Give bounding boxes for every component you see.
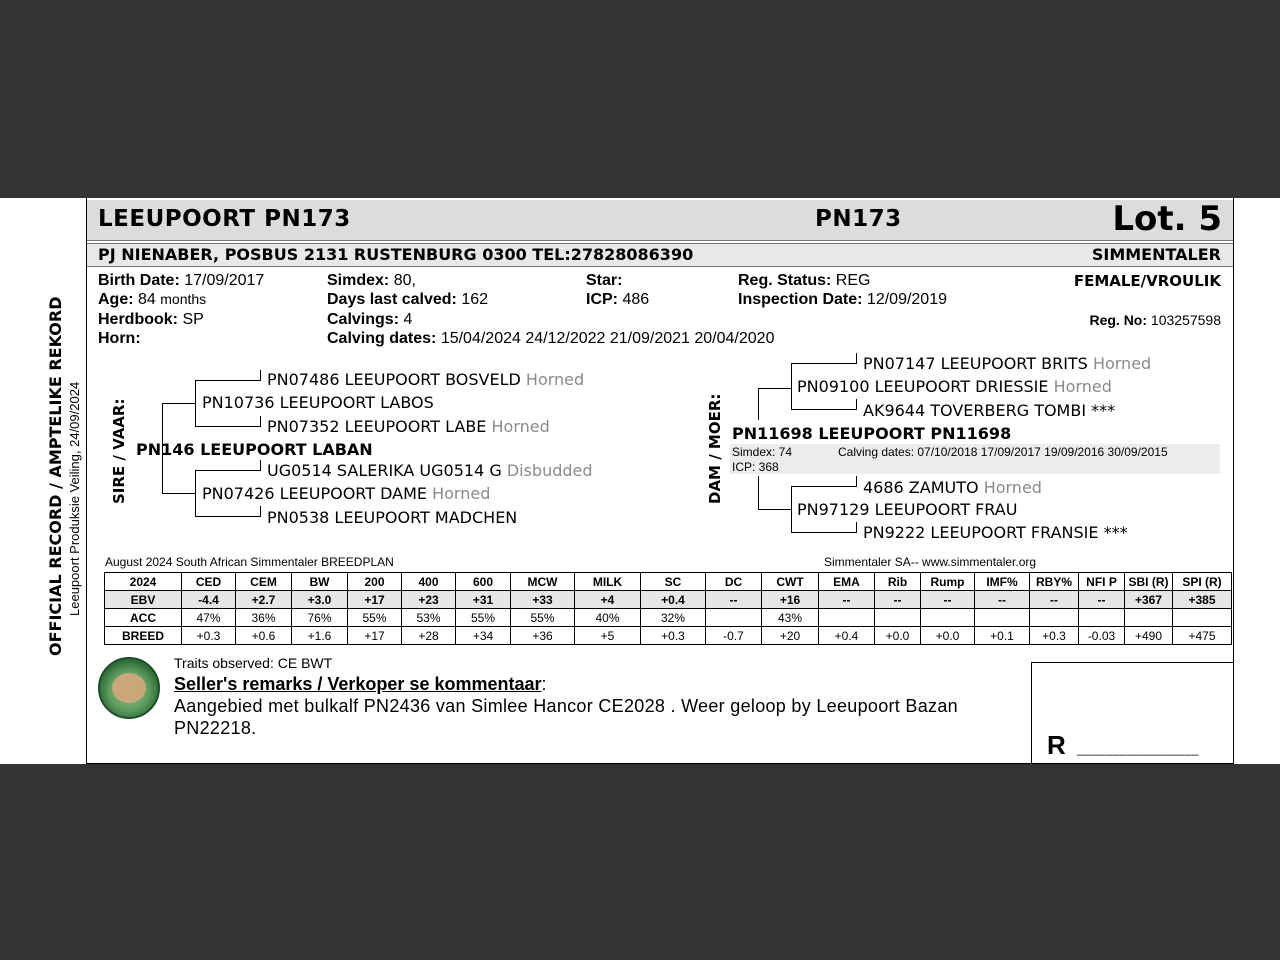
dam-dam-dam: PN9222 LEEUPOORT FRANSIE *** (863, 523, 1128, 542)
breed-avg-cell: +20 (762, 627, 819, 645)
price-line[interactable]: _________________ (1077, 742, 1199, 756)
ebv-header-row (105, 573, 1232, 591)
breed-avg-cell: +17 (348, 627, 402, 645)
acc-cell (975, 609, 1030, 627)
ebv-header-cell: CED (182, 573, 236, 591)
breed-avg-cell: +475 (1173, 627, 1232, 645)
ebv-cell: -- (921, 591, 975, 609)
acc-cell (819, 609, 875, 627)
sire-tree-line (195, 380, 196, 427)
dam-tree-line (791, 363, 857, 364)
ebv-cell: +16 (762, 591, 819, 609)
dam-tree-line (791, 486, 792, 533)
ebv-cell: +33 (511, 591, 575, 609)
acc-cell: 36% (236, 609, 292, 627)
ebv-header-cell: SC (641, 573, 706, 591)
sire-tree-line (195, 380, 261, 381)
ebv-cell: -4.4 (182, 591, 236, 609)
sire-tree-line (195, 470, 261, 471)
ebv-cell: -- (975, 591, 1030, 609)
ebv-header-cell: 600 (456, 573, 511, 591)
animal-code: PN173 (815, 206, 902, 232)
breed-avg-cell: +28 (402, 627, 456, 645)
ebv-header-cell: IMF% (975, 573, 1030, 591)
sire-tree-line (260, 460, 261, 471)
owner-line: PJ NIENABER, POSBUS 2131 RUSTENBURG 0300 TEL:27828086390 (98, 245, 694, 264)
breedplan-caption: August 2024 South African Simmentaler BREEDPLAN (105, 555, 394, 569)
ebv-cell: +367 (1125, 591, 1173, 609)
sire-dam-sire: UG0514 SALERIKA UG0514 G Disbudded (267, 461, 593, 480)
sire-tree-line (260, 370, 261, 381)
breed-avg-cell: +0.1 (975, 627, 1030, 645)
breed-avg-cell: +0.0 (921, 627, 975, 645)
icp: ICP: 486 (586, 291, 650, 308)
remarks-heading-row: Seller's remarks / Verkoper se kommentaar: (174, 674, 547, 694)
row-label: ACC (105, 609, 182, 627)
acc-row (105, 609, 1232, 627)
breed-avg-cell: +0.0 (875, 627, 921, 645)
calving-dates: Calving dates: 15/04/2024 24/12/2022 21/09/2021 20/04/2020 (327, 330, 775, 347)
sire-tree-line (260, 416, 261, 427)
breed-avg-cell: +1.6 (292, 627, 348, 645)
acc-cell: 76% (292, 609, 348, 627)
dam-tree-line (856, 399, 857, 410)
ebv-header-cell: MCW (511, 573, 575, 591)
simmentaler-logo (98, 657, 160, 719)
animal-name: LEEUPOORT PN173 (98, 206, 351, 232)
simdex: Simdex: 80, (327, 272, 416, 289)
acc-cell: 53% (402, 609, 456, 627)
dam-sire: PN09100 LEEUPOORT DRIESSIE Horned (797, 377, 1112, 396)
ebv-header-cell: MILK (575, 573, 641, 591)
acc-cell: 43% (762, 609, 819, 627)
sire-name: PN146 LEEUPOORT LABAN (136, 440, 373, 459)
breed-avg-cell: +36 (511, 627, 575, 645)
reg-status: Reg. Status: REG (738, 272, 871, 289)
acc-cell (875, 609, 921, 627)
sire-dam-dam: PN0538 LEEUPOORT MADCHEN (267, 508, 518, 527)
dam-sire-dam: AK9644 TOVERBERG TOMBI *** (863, 401, 1116, 420)
ebv-cell: +23 (402, 591, 456, 609)
dam-calving-dates: Calving dates: 07/10/2018 17/09/2017 19/09/2016 30/09/2015 (838, 445, 1168, 459)
ebv-header-cell: CWT (762, 573, 819, 591)
ebv-header-cell: DC (706, 573, 762, 591)
breed-name: SIMMENTALER (1091, 245, 1221, 264)
dam-icp: ICP: 368 (732, 460, 779, 474)
calvings: Calvings: 4 (327, 311, 413, 328)
ebv-cell: -- (706, 591, 762, 609)
ebv-header-cell: SBI (R) (1125, 573, 1173, 591)
sire-sire-sire: PN07486 LEEUPOORT BOSVELD Horned (267, 370, 585, 389)
sire-label: SIRE / VAAR: (110, 398, 128, 504)
dam-tree-line (758, 388, 792, 389)
remarks-line-1: Aangebied met bulkalf PN2436 van Simlee Hancor CE2028 . Weer geloop by Leeupoort Bazan (174, 696, 958, 716)
dam-tree-line (791, 363, 792, 410)
ebv-header-cell: Rib (875, 573, 921, 591)
breed-avg-cell: +490 (1125, 627, 1173, 645)
inspection-date: Inspection Date: 12/09/2019 (738, 291, 947, 308)
sale-label: Leeupoort Produksie Veiling, 24/09/2024 (67, 381, 82, 616)
official-record-label: OFFICIAL RECORD / AMPTELIKE REKORD (46, 296, 65, 656)
sire-tree-line (195, 426, 261, 427)
days-last-calved: Days last calved: 162 (327, 291, 489, 308)
breed-avg-cell: +0.3 (641, 627, 706, 645)
sire-tree-line (195, 470, 196, 517)
sire-tree-line (162, 493, 196, 494)
acc-cell (1173, 609, 1232, 627)
remarks-heading: Seller's remarks / Verkoper se kommentaar (174, 674, 542, 694)
sex-label: FEMALE/VROULIK (1073, 272, 1221, 290)
ebv-header-cell: RBY% (1030, 573, 1079, 591)
horn: Horn: (98, 330, 141, 347)
dam-tree-line (856, 476, 857, 487)
birth-date: Birth Date: 17/09/2017 (98, 272, 265, 289)
age: Age: 84 months (98, 291, 207, 308)
ebv-header-cell: BW (292, 573, 348, 591)
ebv-cell: +31 (456, 591, 511, 609)
breed-avg-cell: +0.3 (182, 627, 236, 645)
sire-tree-line (162, 403, 196, 404)
dam-tree-line (856, 353, 857, 364)
breed-avg-cell: +0.6 (236, 627, 292, 645)
row-label: 2024 (105, 573, 182, 591)
breed-avg-row (105, 627, 1232, 645)
dam-dam-sire: 4686 ZAMUTO Horned (863, 478, 1042, 497)
row-label: BREED (105, 627, 182, 645)
ebv-cell: +3.0 (292, 591, 348, 609)
acc-cell: 55% (456, 609, 511, 627)
dam-tree-line (791, 486, 857, 487)
acc-cell: 55% (348, 609, 402, 627)
ebv-cell: -- (819, 591, 875, 609)
herdbook: Herdbook: SP (98, 311, 204, 328)
acc-cell: 32% (641, 609, 706, 627)
remarks-line-2: PN22218. (174, 718, 257, 738)
acc-cell: 55% (511, 609, 575, 627)
row-label: EBV (105, 591, 182, 609)
star: Star: (586, 272, 623, 289)
lot-number: Lot. 5 (1112, 199, 1222, 239)
acc-cell (1079, 609, 1125, 627)
breed-avg-cell: +5 (575, 627, 641, 645)
ebv-header-cell: NFI P (1079, 573, 1125, 591)
ebv-cell: -- (1079, 591, 1125, 609)
acc-cell (921, 609, 975, 627)
ebv-cell: +0.4 (641, 591, 706, 609)
ebv-header-cell: 400 (402, 573, 456, 591)
ebv-cell: +4 (575, 591, 641, 609)
sire-sire-dam: PN07352 LEEUPOORT LABE Horned (267, 417, 550, 436)
ebv-row (105, 591, 1232, 609)
dam-tree-line (758, 476, 759, 510)
dam-sire-sire: PN07147 LEEUPOORT BRITS Horned (863, 354, 1152, 373)
sire-dam: PN07426 LEEUPOORT DAME Horned (202, 484, 491, 503)
acc-cell (1030, 609, 1079, 627)
breed-avg-cell: -0.03 (1079, 627, 1125, 645)
dam-simdex: Simdex: 74 (732, 445, 793, 459)
dam-tree-line (791, 532, 857, 533)
acc-cell: 47% (182, 609, 236, 627)
sire-tree-line (195, 516, 261, 517)
ebv-header-cell: EMA (819, 573, 875, 591)
lot-card (0, 198, 1280, 764)
acc-cell (706, 609, 762, 627)
ebv-header-cell: 200 (348, 573, 402, 591)
acc-cell (1125, 609, 1173, 627)
traits-observed: Traits observed: CE BWT (174, 655, 333, 671)
ebv-header-cell: SPI (R) (1173, 573, 1232, 591)
reg-no: Reg. No: 103257598 (1089, 312, 1221, 328)
breed-avg-cell: -0.7 (706, 627, 762, 645)
ebv-cell: -- (875, 591, 921, 609)
breed-avg-cell: +34 (456, 627, 511, 645)
breedplan-website: Simmentaler SA-- www.simmentaler.org (824, 555, 1037, 569)
breed-avg-cell: +0.3 (1030, 627, 1079, 645)
acc-cell: 40% (575, 609, 641, 627)
ebv-cell: +385 (1173, 591, 1232, 609)
dam-name: PN11698 LEEUPOORT PN11698 (732, 424, 1012, 443)
sire-tree-line (260, 506, 261, 517)
ebv-table (104, 572, 1232, 645)
dam-tree-line (758, 509, 792, 510)
dam-dam: PN97129 LEEUPOORT FRAU (797, 500, 1018, 519)
sire-sire: PN10736 LEEUPOORT LABOS (202, 393, 434, 412)
ebv-header-cell: CEM (236, 573, 292, 591)
dam-tree-line (856, 522, 857, 533)
ebv-cell: -- (1030, 591, 1079, 609)
dam-tree-line (758, 388, 759, 420)
dam-label: DAM / MOER: (706, 393, 724, 504)
price-prefix: R (1047, 730, 1066, 760)
breed-avg-cell: +0.4 (819, 627, 875, 645)
ebv-header-cell: Rump (921, 573, 975, 591)
ebv-cell: +17 (348, 591, 402, 609)
dam-tree-line (791, 409, 857, 410)
ebv-cell: +2.7 (236, 591, 292, 609)
